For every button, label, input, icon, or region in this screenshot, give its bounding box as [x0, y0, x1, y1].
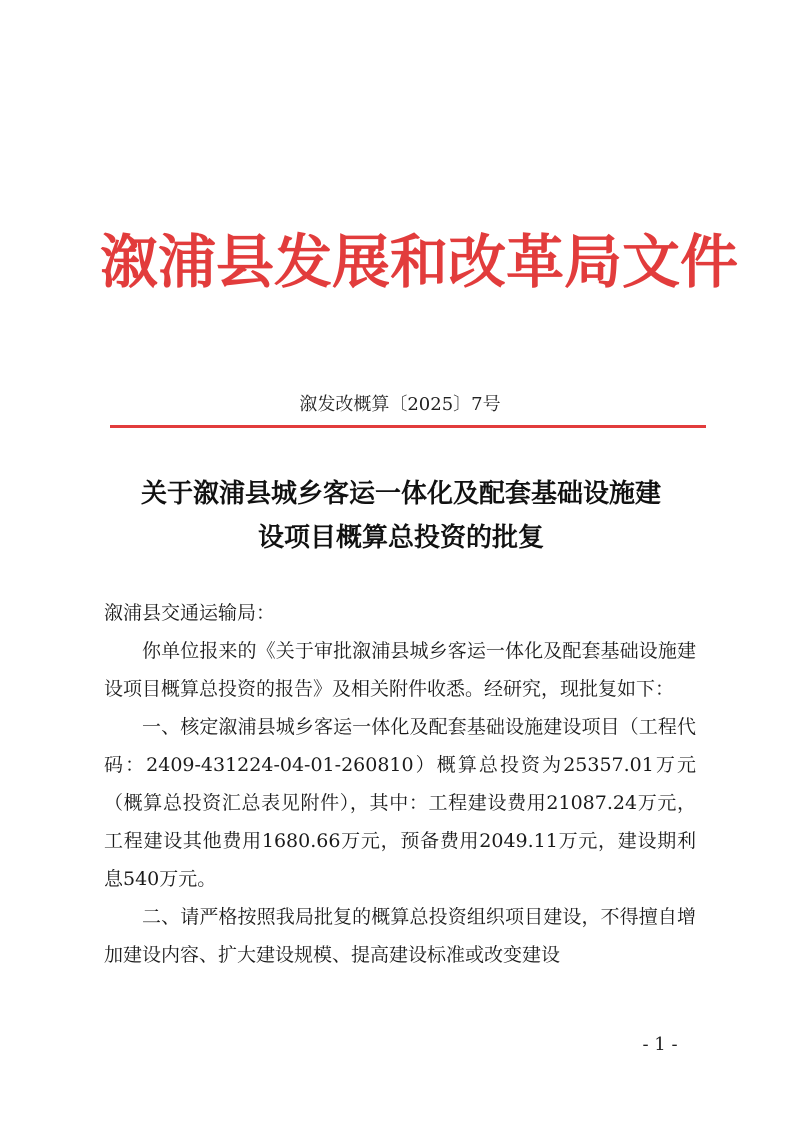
paragraph-item-1: 一、核定溆浦县城乡客运一体化及配套基础设施建设项目（工程代码：2409-431224-04-01-260810）概算总投资为25357.01万元（概算总投资汇总表见附件），其中：工程建设费用21087.24万元，工程建设其他费用1680.66万元，预备费用2049.11万元，建设期利息540万元。 [104, 716, 696, 890]
title-line-1: 关于溆浦县城乡客运一体化及配套基础设施建 [140, 479, 661, 509]
addressee: 溆浦县交通运输局： [104, 602, 276, 624]
document-body [104, 594, 696, 974]
page-number: - 1 - [642, 1034, 678, 1055]
red-divider-line [110, 425, 706, 428]
paragraph-intro: 你单位报来的《关于审批溆浦县城乡客运一体化及配套基础设施建设项目概算总投资的报告》及相关附件收悉。经研究，现批复如下： [104, 640, 696, 700]
document-title [96, 472, 706, 560]
paragraph-item-2: 二、请严格按照我局批复的概算总投资组织项目建设，不得擅自增加建设内容、扩大建设规模、提高建设标准或改变建设 [104, 906, 696, 966]
document-number: 溆发改概算〔2025〕7号 [299, 394, 501, 415]
title-line-2: 设项目概算总投资的批复 [257, 523, 544, 553]
masthead-title: 溆浦县发展和改革局文件 [100, 228, 739, 296]
